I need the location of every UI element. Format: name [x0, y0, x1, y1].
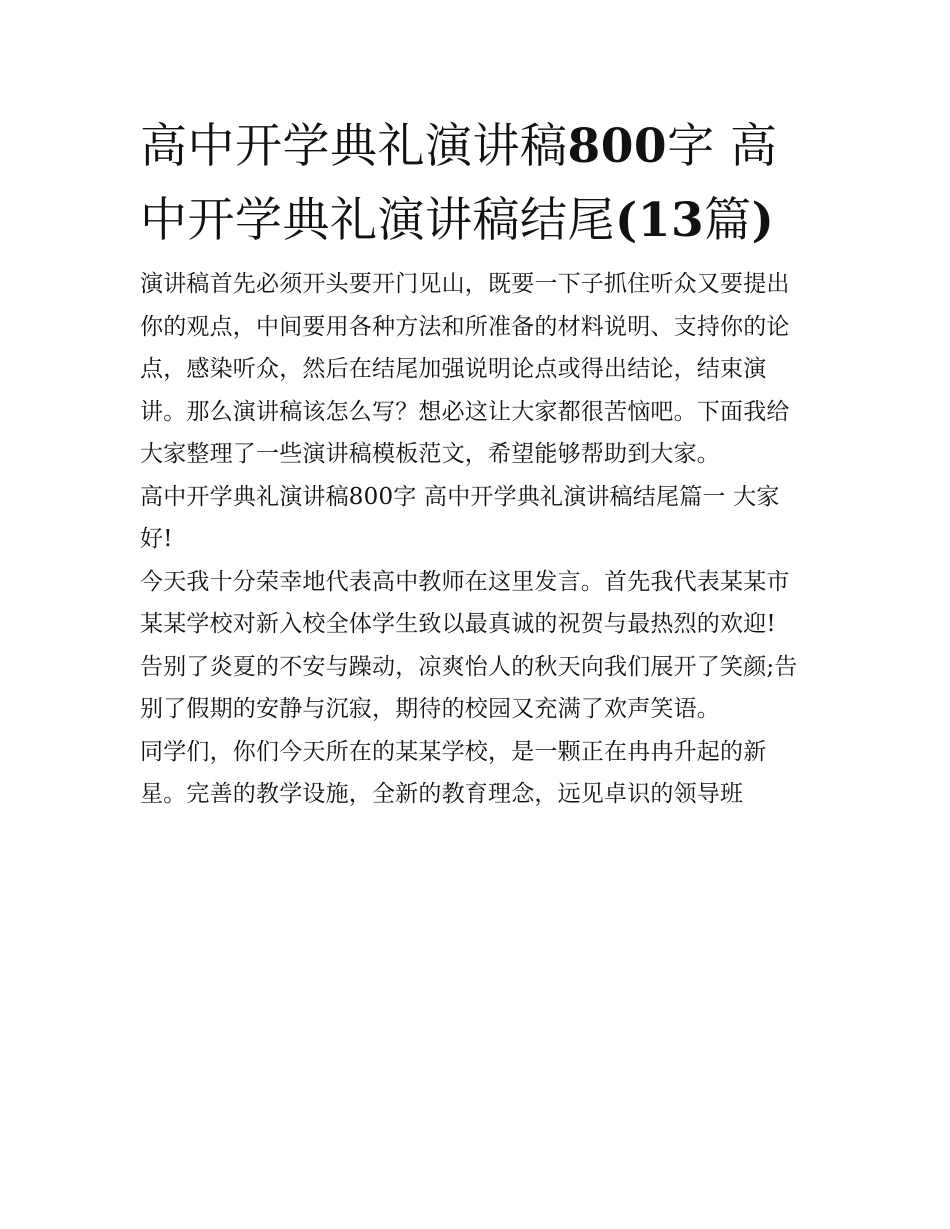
title-number: ) [751, 193, 775, 248]
title-line-1: 高中开学典礼演讲稿800字 高 [140, 119, 778, 174]
paragraph-intro: 演讲稿首先必须开头要开门见山，既要一下子抓住听众又要提出你的观点，中间要用各种方法和所准备的材料说明、支持你的论点，感染听众，然后在结尾加强说明论点或得出结论，结束演讲。那么演讲稿该怎么写？想必这让大家都很苦恼吧。下面我给大家整理了一些演讲稿模板范文，希望能够帮助到大家。 [140, 271, 790, 467]
title-number: 800 [567, 119, 668, 174]
document-page [140, 110, 812, 816]
title-line-2: 中开学典礼演讲稿结尾(13篇) [140, 193, 775, 248]
paragraph-greeting: 高中开学典礼演讲稿800字 高中开学典礼演讲稿结尾篇一 大家好! [140, 483, 780, 552]
document-title [140, 110, 812, 258]
paragraph-school: 同学们，你们今天所在的某某学校，是一颗正在冉冉升起的新星。完善的教学设施，全新的教育理念，远见卓识的领导班 [140, 738, 767, 807]
document-body [140, 263, 812, 816]
paragraph-opening: 今天我十分荣幸地代表高中教师在这里发言。首先我代表某某市某某学校对新入校全体学生致以最真诚的祝贺与最热烈的欢迎! [140, 568, 790, 637]
title-number: (13 [615, 193, 705, 248]
paragraph-season: 告别了炎夏的不安与躁动，凉爽怡人的秋天向我们展开了笑颜;告别了假期的安静与沉寂，期待的校园又充满了欢声笑语。 [140, 653, 798, 722]
